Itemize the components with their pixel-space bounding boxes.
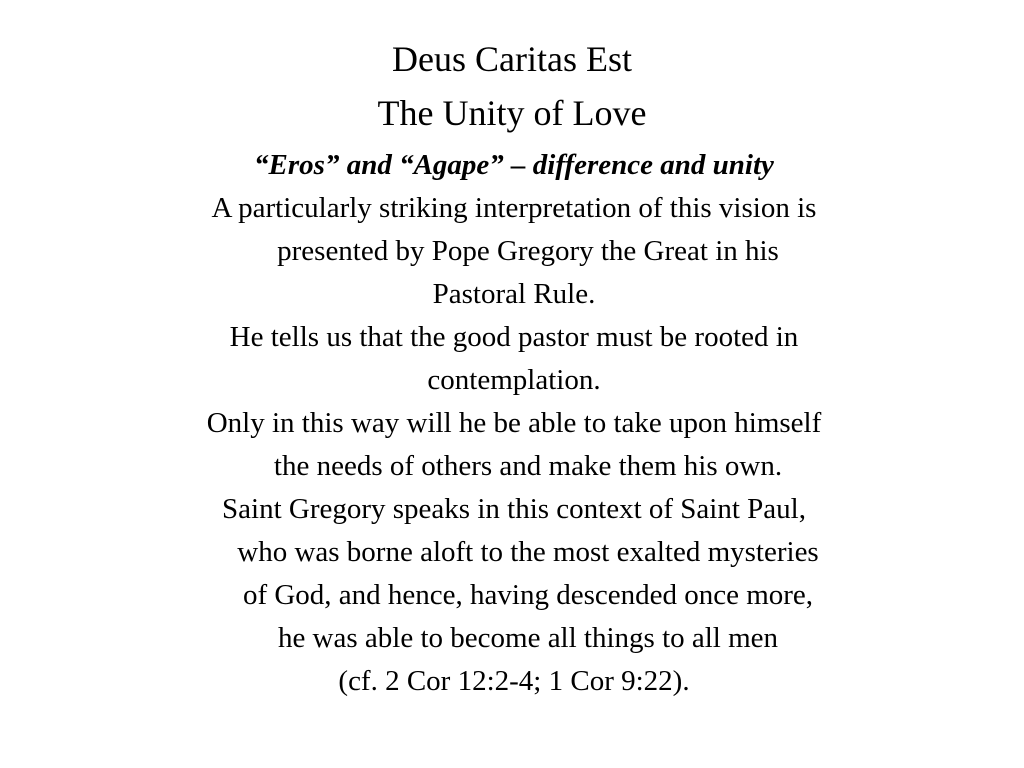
text-line: Saint Gregory speaks in this context of Saint Paul, — [222, 493, 806, 525]
paragraph-pastor-contemplation — [90, 316, 938, 402]
text-line: contemplation. — [427, 364, 601, 396]
text-line: the needs of others and make them his own. — [273, 450, 783, 482]
text-line: Only in this way will he be able to take upon himself — [206, 407, 822, 439]
paragraph-needs-of-others — [90, 402, 938, 488]
slide-title — [0, 32, 1024, 140]
citation-line: (cf. 2 Cor 12:2-4; 1 Cor 9:22). — [338, 665, 690, 697]
text-line: A particularly striking interpretation of this vision is — [211, 192, 817, 224]
text-line: He tells us that the good pastor must be rooted in — [229, 321, 799, 353]
paragraph-gregory-interpretation — [90, 187, 938, 316]
text-line: who was borne aloft to the most exalted mysteries — [237, 536, 819, 568]
slide-body — [90, 144, 938, 703]
text-line: he was able to become all things to all men — [277, 622, 779, 654]
paragraph-saint-paul — [90, 488, 938, 703]
text-line: of God, and hence, having descended once more, — [242, 579, 814, 611]
section-subheading: “Eros” and “Agape” – difference and unity — [254, 149, 774, 181]
title-line-1: Deus Caritas Est — [392, 39, 632, 79]
title-line-2: The Unity of Love — [377, 93, 647, 133]
text-line: presented by Pope Gregory the Great in his — [277, 235, 779, 267]
text-line: Pastoral Rule. — [432, 278, 596, 310]
